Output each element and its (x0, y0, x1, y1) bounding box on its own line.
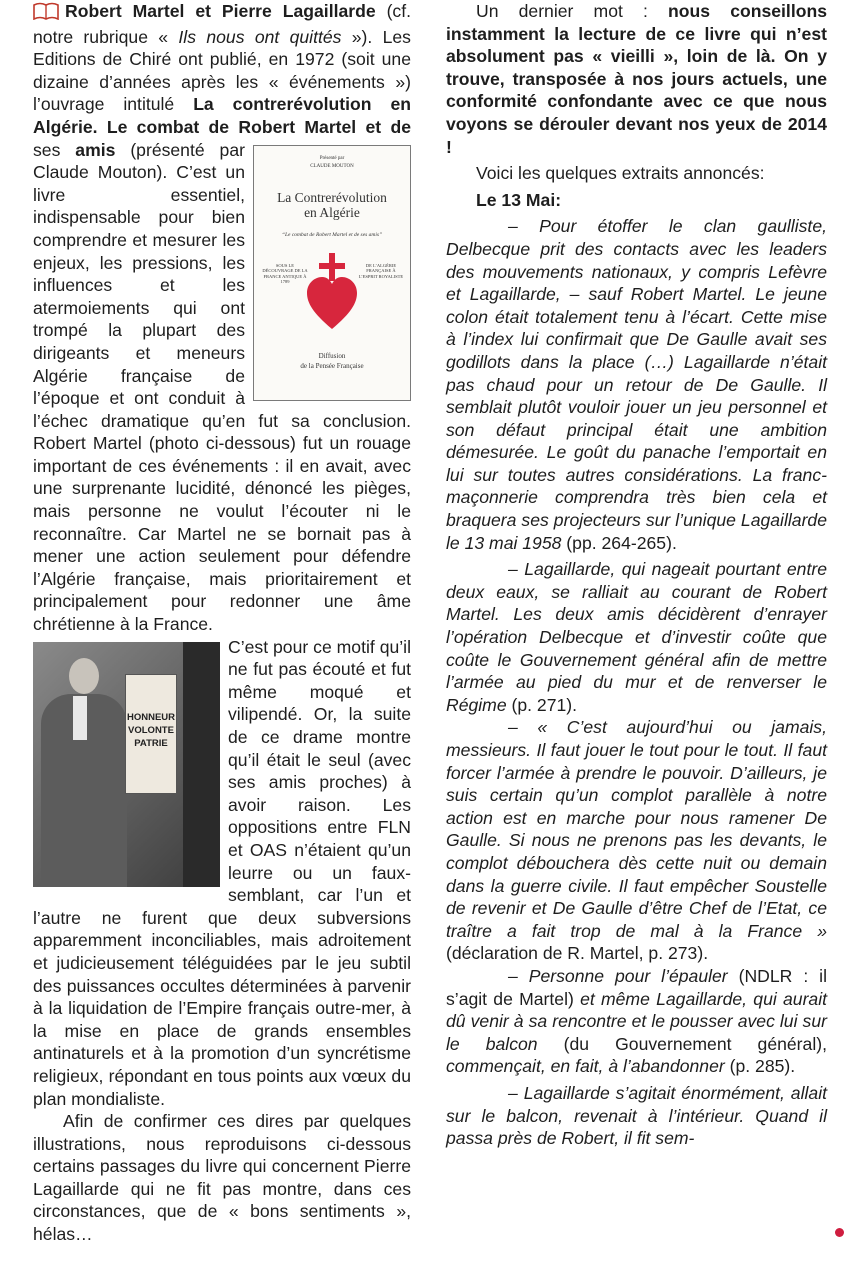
book-cover-right-text: DE L’ALGÉRIE FRANÇAISE À L’ESPRIT ROYALISTE (358, 262, 404, 279)
open-book-icon (33, 2, 59, 26)
left-column (33, 0, 411, 1246)
page-reference: (p. 271). (506, 694, 578, 715)
date-heading: Le 13 Mai: (476, 189, 562, 210)
book-cover-presented: Présenté par (319, 155, 345, 161)
page-reference: (p. 285). (724, 1056, 796, 1077)
sacred-heart-icon (307, 251, 357, 337)
robert-martel-photo (33, 642, 220, 887)
book-cover-title (260, 190, 404, 220)
book-cover-publisher-line2: de la Pensée Française (300, 361, 364, 370)
extracts-intro: Voici les quelques extraits annoncés: (476, 163, 765, 184)
person-head (69, 658, 99, 694)
page-reference: (déclaration de R. Martel, p. 273). (446, 943, 709, 964)
quote-text: – Lagaillarde, qui nageait pourtant entre deux eaux, se ralliait au courant de Robert Martel. Les deux amis décidèrent d’enrayer l’opération Delbecque et d’investir coûte que coûte le Gouvernement général afin de mettre l’armée au pied du mur et de renverser le Régime (446, 559, 827, 715)
right-column (446, 0, 827, 1150)
quote-paragraph (446, 558, 827, 716)
person-shirt (73, 696, 87, 740)
text-span: (cf. notre rubrique « (33, 1, 411, 47)
quote-text: – Personne pour l’épauler (508, 965, 728, 986)
book-cover-title-line2: en Algérie (304, 204, 360, 220)
book-cover (253, 145, 411, 401)
text-span: »). Les Editions de Chiré ont publié, en 1972 (soit une dizaine d’années après les « événements ») l’ouvrage intitulé (33, 26, 411, 115)
flag-text-1: HONNEUR (126, 711, 176, 723)
recommendation-paragraph (446, 0, 827, 158)
article-heading: Robert Martel et Pierre Lagaillarde (65, 1, 376, 21)
recommendation-text: nous conseillons instamment la lecture de ce livre qui n’est absolument pas « vieilli », loin de là. On y trouve, transposée à nos jours actuels, une conformité confondante avec ce que nous voyons se dérouler devant nos yeux de 2014 ! (446, 1, 827, 157)
quote-text: commençait, en fait, à l’abandonner (446, 1056, 725, 1077)
quote-paragraph (446, 215, 827, 554)
quote-paragraph (446, 965, 827, 1078)
book-title: La contrerévolution en Algérie. Le combat de Robert Martel et de (33, 94, 411, 137)
quote-text: – Pour étoffer le clan gaulliste, Delbecque prit des contacts avec les leaders des mouvements nationaux, y compris Lefèvre et Lagaillarde, – sauf Robert Martel. Le jeune colon était totalement tenu à l’écart. Cette mise à l’index lui confirmait que De Gaulle avait ses godillots dans la place (…) Lagaillarde n’était pas chaud pour un retour de De Gaulle. Il semblait plutôt vouloir jouer un jeu personnel et son défaut principal était une ambition démesurée. Le goût du panache l’emportait en lui sur toutes autres considérations. La franc-maçonnerie comprendra très bien cela et braquera ses projecteurs sur l’unique Lagaillarde le 13 mai 1958 (446, 216, 827, 553)
quote-paragraph (446, 716, 827, 965)
flag-banner (125, 674, 177, 794)
quote-text: – « C’est aujourd’hui ou jamais, messieurs. Il faut jouer le tout pour le tout. Il faut forcer l’armée à prendre le pouvoir. D’ailleurs, je suis certain qu’un complot parallèle à notre action est en marche pour nous ramener De Gaulle. Si nous ne prenons pas les devants, le complot débouchera dès cette nuit ou demain dans la guerre civile. Il faut empêcher Soustelle de revenir et De Gaulle d’être Chef de l’Etat, ce traître a fait trop de mal à la France » (446, 717, 827, 941)
quote-paragraph: – Lagaillarde s’agitait énormément, allait sur le balcon, revenait à l’intérieur. Quand il passa près de Robert, il fit sem- (446, 1082, 827, 1149)
page-marker-dot (835, 1228, 844, 1237)
intro-paragraph (33, 0, 411, 636)
text-span: ses (33, 139, 76, 160)
body-paragraph: Afin de confirmer ces dires par quelques illustrations, nous reproduisons ci-dessous certains passages du livre qui concernent Pierre Lagaillarde qui ne fit pas montre, dans ces circonstances, que de « bons sentiments », hélas… (33, 1111, 411, 1245)
text-span: (présenté par Claude Mouton). C’est un livre essentiel, indispensable pour bien comprendre et mesurer les enjeux, les pressions, les influences et les atermoiements qui ont trompé la plupart des dirigeants et meneurs Algérie française de l’époque et ont conduit à l’échec dramatique qu’en fut sa conclusion. Robert Martel (photo ci-dessous) fut un rouage important de ces événements : il en avait, avec une surprenante lucidité, dénoncé les pièges, mais personne ne voulut l’écouter ni le reconnaître. Car Martel ne se bornait pas à mener une action seulement pour défendre l’Algérie française, mais prioritairement et principalement pour redonner une âme chrétienne à la France. (33, 139, 411, 635)
flag-text-3: PATRIE (134, 737, 168, 749)
page-reference: (pp. 264-265). (561, 532, 677, 553)
quote-text: et même Lagaillarde, qui aurait dû venir à sa rencontre et le pousser avec lui sur le balcon (446, 988, 828, 1054)
body-paragraph (33, 636, 411, 1110)
book-cover-publisher (254, 351, 410, 371)
editor-note: (NDLR : il s’agit de Martel) (446, 965, 827, 1009)
text-span: C’est pour ce motif qu’il ne fut pas écouté et fut même moqué et vilipendé. Or, la suite de ce drame montre qu’il était le seul (avec ses amis proches) à avoir raison. Les oppositions entre FLN et OAS n’étaient qu’un leurre ou un faux-semblant, car l’un et l’autre ne furent que deux subversions apparemment inconciliables, mais adroitement et judicieusement téléguidées par le jeu subtil des puissances occultes déterminées à parvenir à la liquidation de l’Empire français outre-mer, à la mise en place de grands ensembles antinaturels et à la promotion d’un syncrétisme religieux, répondant en tous points aux vœux du plan mondialiste. (33, 636, 411, 1109)
banner-shape (183, 642, 220, 887)
book-cover-subtitle: “Le combat de Robert Martel et de ses amis” (281, 231, 383, 238)
book-title-end: amis (75, 139, 116, 160)
book-cover-author: CLAUDE MOUTON (310, 163, 354, 169)
book-cover-publisher-line1: Diffusion (318, 351, 346, 360)
editor-note: (du Gouvernement général), (537, 1033, 827, 1054)
book-cover-title-line1: La Contrerévolution (277, 189, 387, 205)
text-span: Un dernier mot : (476, 1, 669, 21)
flag-text-2: VOLONTE (128, 724, 174, 736)
book-cover-left-text: SOUS LE DÉCOUVRAGE DE LA FRANCE ANTIQUE À 1789 (262, 262, 308, 285)
rubric-name: Ils nous ont quittés (178, 26, 342, 47)
